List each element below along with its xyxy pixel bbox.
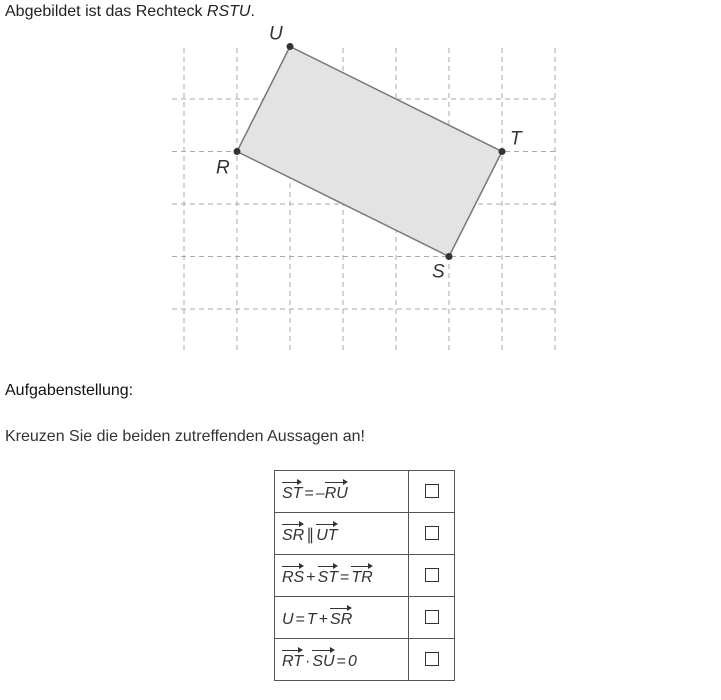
number-term: 0 bbox=[347, 652, 357, 670]
statement-3 bbox=[275, 555, 409, 597]
checkbox-cell bbox=[409, 639, 455, 681]
checkbox-cell bbox=[409, 597, 455, 639]
vertex-label: U bbox=[269, 23, 283, 45]
vector: TR bbox=[351, 565, 372, 587]
task-heading: Aufgabenstellung: bbox=[5, 382, 134, 399]
statement-1 bbox=[275, 471, 409, 513]
vector: SR bbox=[282, 523, 304, 545]
vector: ST bbox=[318, 565, 338, 587]
operator: ∥ bbox=[306, 526, 315, 544]
statement-4 bbox=[275, 597, 409, 639]
point-term: T bbox=[306, 610, 317, 628]
operator: = bbox=[340, 568, 350, 586]
minus-sign: – bbox=[315, 484, 325, 502]
point-term: U bbox=[282, 610, 294, 628]
answer-row bbox=[275, 639, 455, 681]
answer-table bbox=[274, 470, 455, 681]
checkbox-cell bbox=[409, 471, 455, 513]
intro-suffix: . bbox=[250, 3, 255, 20]
checkbox-cell bbox=[409, 513, 455, 555]
rectangle-name: RSTU bbox=[206, 3, 251, 20]
operator: = bbox=[295, 610, 305, 628]
statement-5 bbox=[275, 639, 409, 681]
checkbox-5[interactable] bbox=[425, 652, 439, 666]
vertex-point bbox=[499, 148, 506, 155]
checkbox-cell bbox=[409, 555, 455, 597]
checkbox-4[interactable] bbox=[425, 610, 439, 624]
answer-row bbox=[275, 555, 455, 597]
answer-row bbox=[275, 597, 455, 639]
vertex-label: R bbox=[216, 157, 230, 179]
answer-row bbox=[275, 471, 455, 513]
checkbox-1[interactable] bbox=[425, 484, 439, 498]
task-instruction: Kreuzen Sie die beiden zutreffenden Aussagen an! bbox=[5, 428, 365, 445]
vector: RT bbox=[282, 649, 303, 671]
operator: + bbox=[318, 610, 329, 628]
intro-prefix: Abgebildet ist das Rechteck bbox=[5, 3, 207, 20]
vector: SU bbox=[312, 649, 334, 671]
operator: = bbox=[304, 484, 314, 502]
operator: = bbox=[336, 652, 346, 670]
vertex-point bbox=[234, 148, 241, 155]
answer-row bbox=[275, 513, 455, 555]
statement-2 bbox=[275, 513, 409, 555]
operator: + bbox=[306, 568, 316, 586]
vector: RU bbox=[325, 481, 348, 503]
operator: · bbox=[305, 652, 311, 670]
vector: SR bbox=[330, 607, 352, 629]
rectangle-rstu bbox=[237, 47, 502, 257]
vector: RS bbox=[282, 565, 304, 587]
vector: UT bbox=[316, 523, 337, 545]
checkbox-3[interactable] bbox=[425, 568, 439, 582]
vertex-point bbox=[446, 253, 453, 260]
vertex-label: S bbox=[432, 261, 445, 283]
vertex-label: T bbox=[510, 128, 522, 150]
vertex-point bbox=[287, 43, 294, 50]
vector: ST bbox=[282, 481, 302, 503]
checkbox-2[interactable] bbox=[425, 526, 439, 540]
